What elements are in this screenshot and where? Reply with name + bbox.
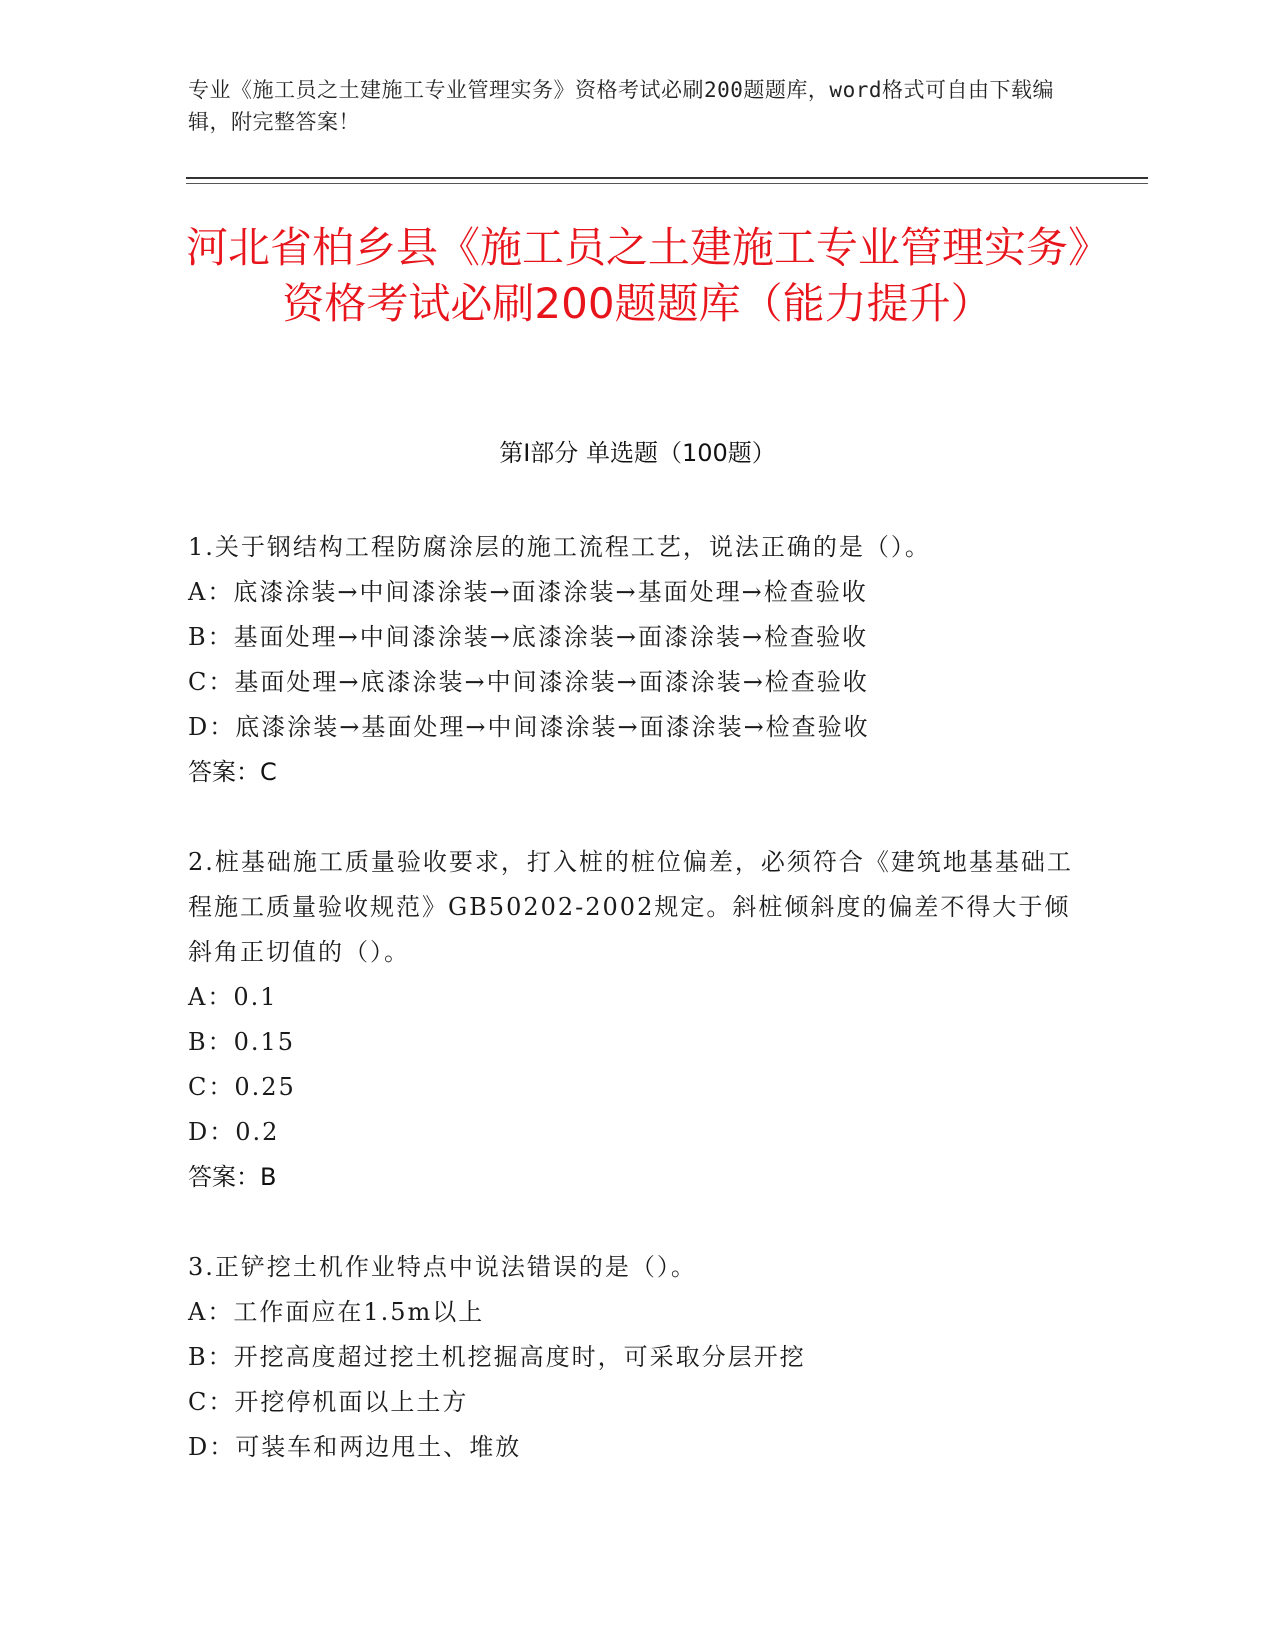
option-b: B：基面处理→中间漆涂装→底漆涂装→面漆涂装→检查验收 [188,623,869,651]
option-a: A：工作面应在1.5m以上 [188,1298,485,1326]
question-text: 1.关于钢结构工程防腐涂层的施工流程工艺，说法正确的是（）。 [188,533,931,561]
question-3 [188,1245,1088,1470]
answer: 答案：B [188,1163,277,1191]
question-1 [188,525,1088,795]
question-text: 3.正铲挖土机作业特点中说法错误的是（）。 [188,1253,697,1281]
question-text: 2.桩基础施工质量验收要求，打入桩的桩位偏差，必须符合《建筑地基基础工程施工质量验收规范》GB50202-2002规定。斜桩倾斜度的偏差不得大于倾斜角正切值的（）。 [188,848,1073,966]
document-title: 河北省柏乡县《施工员之土建施工专业管理实务》资格考试必刷200题题库（能力提升） [185,223,1089,328]
option-c: C：开挖停机面以上土方 [188,1388,469,1416]
answer: 答案：C [188,758,277,786]
header-divider-thick [186,177,1148,179]
option-b: B：0.15 [188,1028,296,1056]
question-list [188,525,1088,1515]
option-c: C：0.25 [188,1073,296,1101]
option-d: D：可装车和两边甩土、堆放 [188,1433,522,1461]
question-2 [188,840,1088,1200]
option-a: A：0.1 [188,983,278,1011]
section-title: 第I部分 单选题（100题） [499,439,776,467]
header-divider-thin [186,183,1148,184]
option-a: A：底漆涂装→中间漆涂装→面漆涂装→基面处理→检查验收 [188,578,868,606]
option-d: D：0.2 [188,1118,280,1146]
option-b: B：开挖高度超过挖土机挖掘高度时，可采取分层开挖 [188,1343,806,1371]
option-d: D：底漆涂装→基面处理→中间漆涂装→面漆涂装→检查验收 [188,713,870,741]
option-c: C：基面处理→底漆涂装→中间漆涂装→面漆涂装→检查验收 [188,668,869,696]
header-note: 专业《施工员之土建施工专业管理实务》资格考试必刷200题题库，word格式可自由下载编辑，附完整答案！ [188,78,1054,134]
